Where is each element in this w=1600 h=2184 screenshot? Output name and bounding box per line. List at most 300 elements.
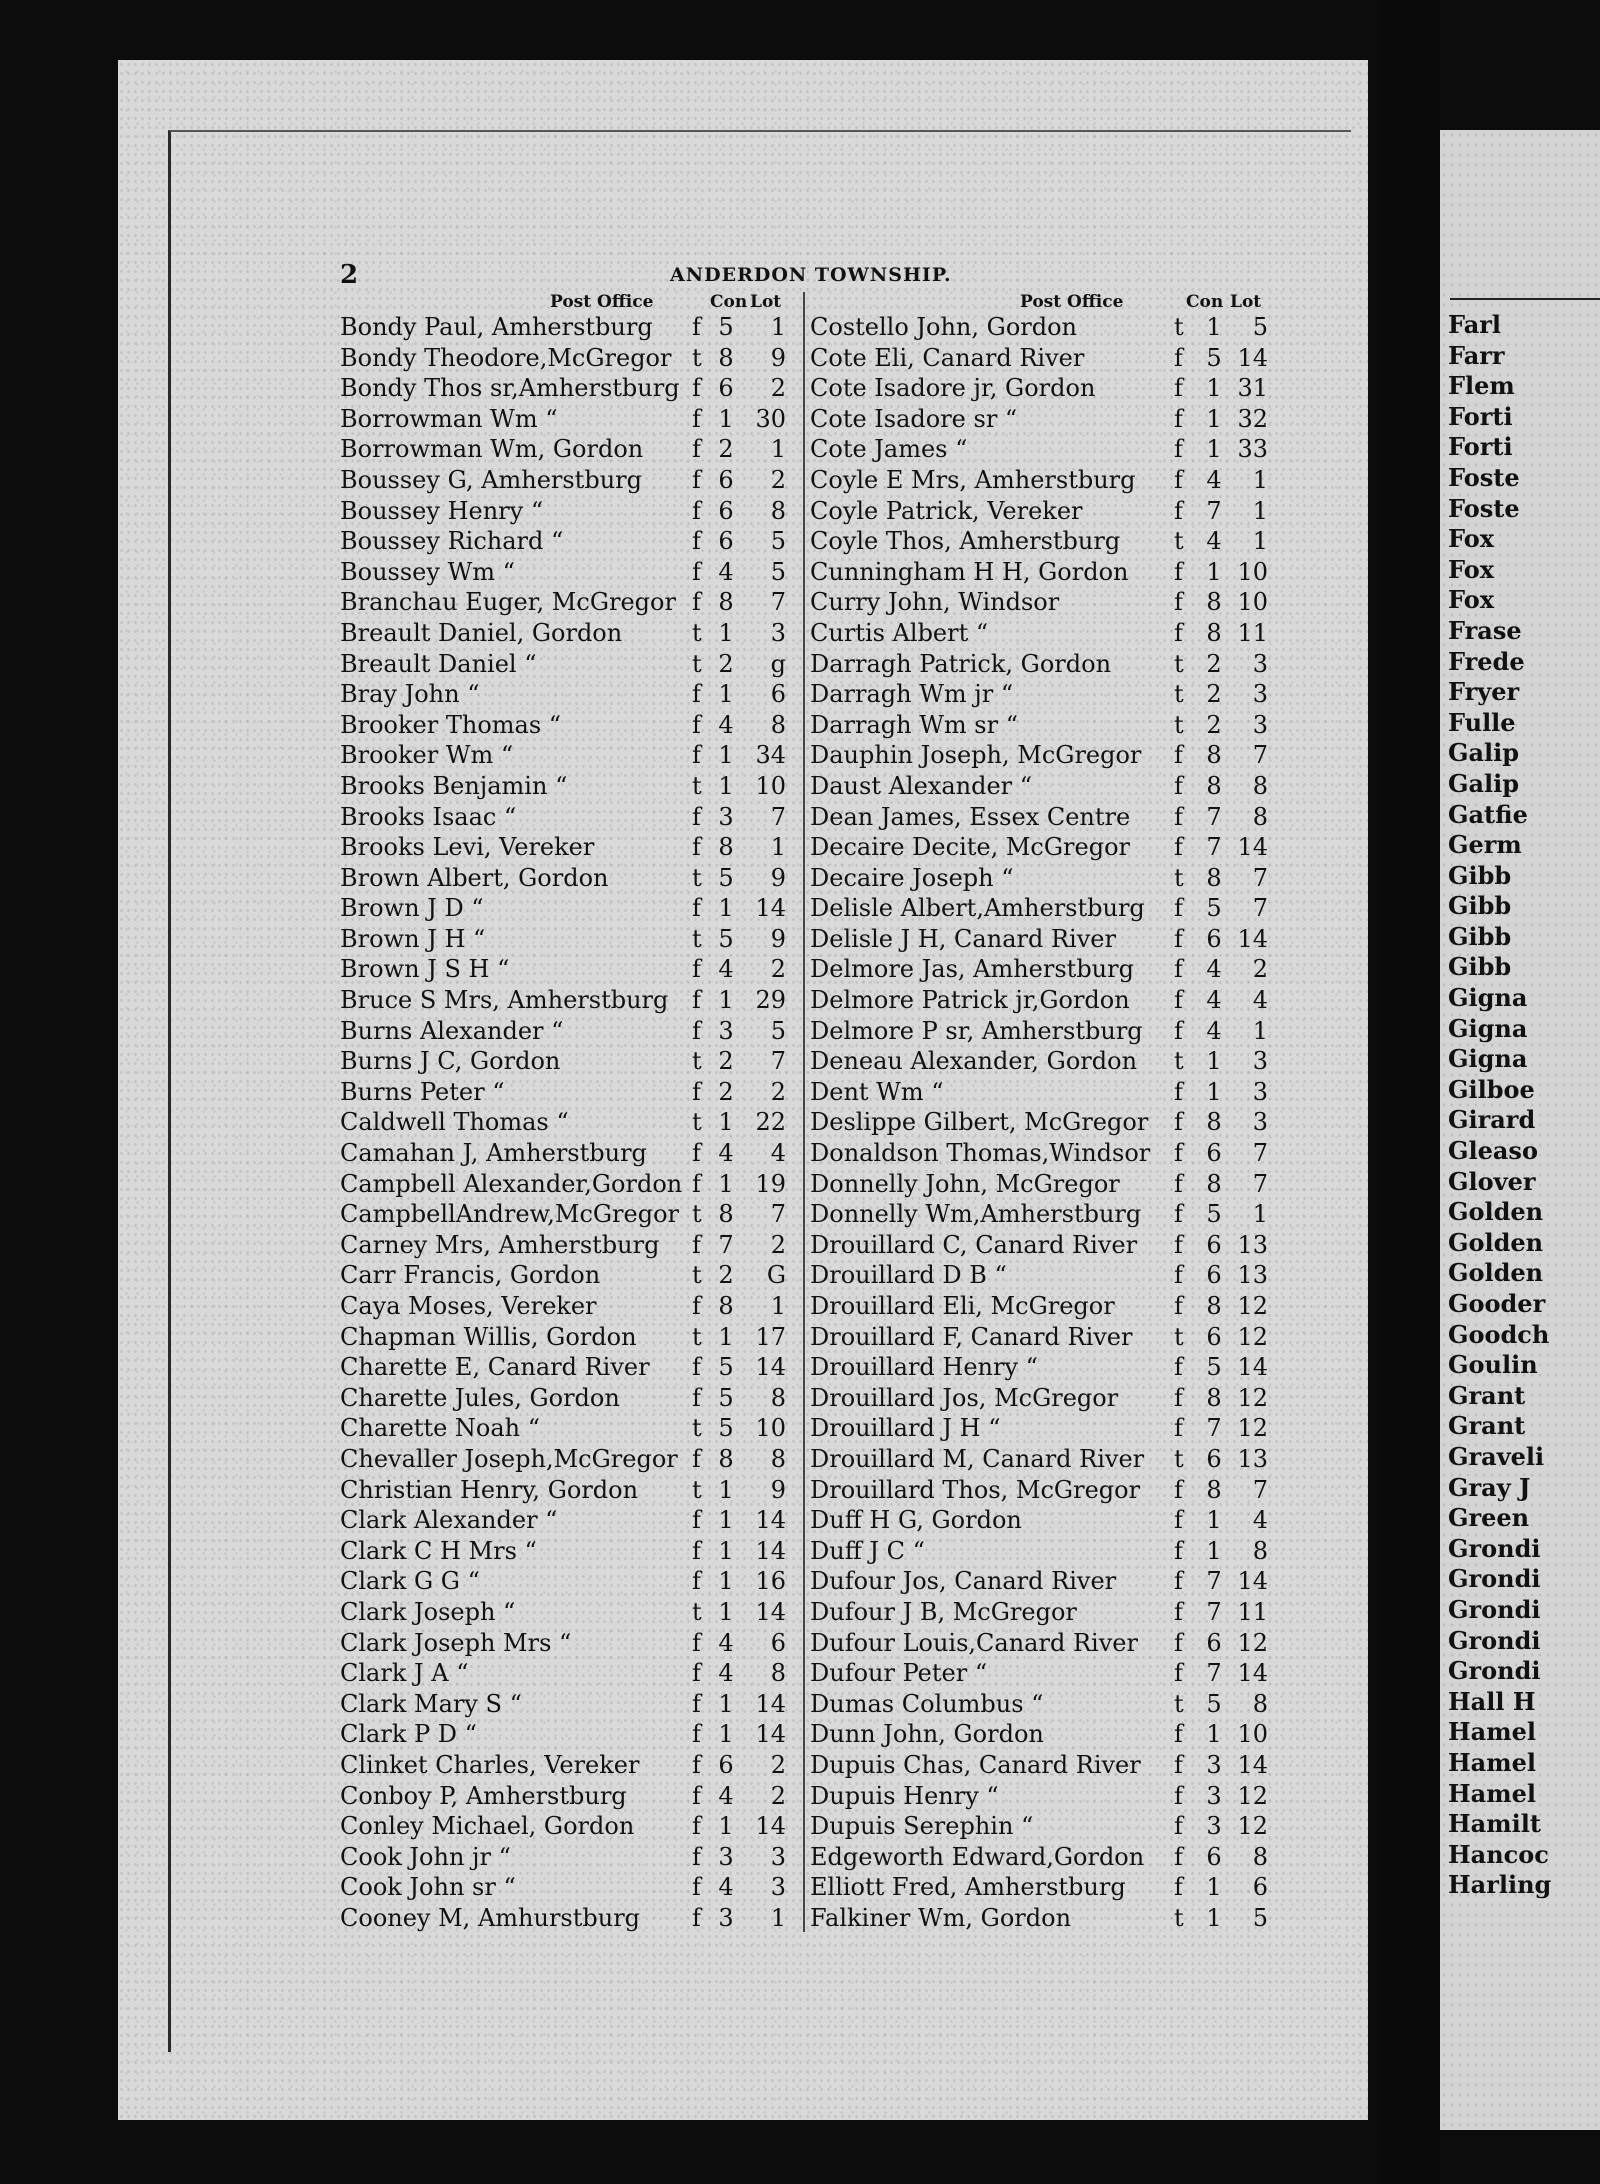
entry-tenure: f <box>1174 1108 1183 1137</box>
directory-entry <box>340 1658 800 1689</box>
entry-tenure: f <box>692 1689 701 1718</box>
entry-con: 1 <box>718 404 734 433</box>
directory-entry <box>340 1566 800 1597</box>
entry-con: 8 <box>718 833 734 862</box>
entry-name: Dufour Peter “ <box>810 1659 988 1688</box>
lot-heading: Lot <box>1230 292 1262 312</box>
directory-entry <box>340 1872 800 1903</box>
directory-entry <box>340 1107 800 1138</box>
directory-entry <box>810 312 1270 343</box>
entry-con: 6 <box>718 465 734 494</box>
directory-entry <box>340 312 800 343</box>
entry-tenure: f <box>1174 1261 1183 1290</box>
entry-con: 5 <box>718 1353 734 1382</box>
entry-name: Bruce S Mrs, Amherstburg <box>340 986 669 1015</box>
entry-con: 3 <box>718 1016 734 1045</box>
entry-name: Drouillard Eli, McGregor <box>810 1292 1115 1320</box>
entry-lot: 8 <box>770 496 786 525</box>
entry-tenure: f <box>1174 833 1183 862</box>
entry-lot: 12 <box>1237 1383 1268 1412</box>
adjacent-page-fragment: Glover <box>1448 1166 1536 1196</box>
entry-con: 4 <box>718 1781 734 1810</box>
entry-con: 1 <box>718 1108 734 1137</box>
entry-lot: 3 <box>770 1873 786 1902</box>
entry-con: 2 <box>718 1047 734 1076</box>
entry-tenure: t <box>692 649 702 678</box>
directory-entry <box>810 1811 1270 1842</box>
entry-lot: 7 <box>1252 1475 1268 1504</box>
entry-con: 6 <box>718 527 734 556</box>
entry-tenure: t <box>692 1108 702 1137</box>
entry-tenure: f <box>692 1077 701 1106</box>
entry-name: Cote Eli, Canard River <box>810 343 1085 372</box>
entry-lot: 12 <box>1237 1812 1268 1841</box>
directory-entry <box>810 526 1270 557</box>
entry-lot: 3 <box>1252 1047 1268 1076</box>
directory-entry <box>340 679 800 710</box>
adjacent-page-rule <box>1450 298 1600 300</box>
directory-entry <box>810 1781 1270 1812</box>
entry-tenure: t <box>1174 1047 1184 1076</box>
directory-entry <box>340 1046 800 1077</box>
adjacent-page-fragment: Golden <box>1448 1197 1544 1227</box>
entry-con: 8 <box>718 1200 734 1229</box>
entry-tenure: t <box>692 924 702 953</box>
entry-name: Delmore P sr, Amherstburg <box>810 1016 1143 1045</box>
entry-tenure: f <box>1174 435 1183 464</box>
entry-name: Curry John, Windsor <box>810 588 1060 617</box>
directory-entry <box>810 1352 1270 1383</box>
entry-con: 2 <box>718 435 734 464</box>
entry-name: Elliott Fred, Amherstburg <box>810 1873 1126 1902</box>
adjacent-page-fragment: Galip <box>1448 738 1520 768</box>
entry-name: Edgeworth Edward,Gordon <box>810 1842 1145 1871</box>
entry-name: Dauphin Joseph, McGregor <box>810 741 1142 770</box>
entry-con: 3 <box>1206 1781 1222 1810</box>
entry-name: Conboy P, Amherstburg <box>340 1781 627 1810</box>
entry-lot: 9 <box>770 863 786 892</box>
entry-lot: 11 <box>1237 618 1268 647</box>
entry-lot: 5 <box>770 527 786 556</box>
directory-entry <box>340 1077 800 1108</box>
entry-name: Donnelly Wm,Amherstburg <box>810 1200 1142 1229</box>
entry-tenure: t <box>1174 710 1184 739</box>
entry-tenure: f <box>1174 1536 1183 1565</box>
entry-con: 4 <box>718 1659 734 1688</box>
adjacent-page-fragment: Grondi <box>1448 1564 1541 1594</box>
entry-lot: 14 <box>1237 833 1268 862</box>
entry-tenure: f <box>692 496 701 525</box>
directory-entry <box>340 1903 800 1934</box>
entry-con: 2 <box>1206 680 1222 709</box>
entry-tenure: f <box>692 1016 701 1045</box>
adjacent-page-fragment: Grondi <box>1448 1625 1541 1655</box>
entry-con: 5 <box>718 863 734 892</box>
entry-lot: 8 <box>770 1383 786 1412</box>
entry-name: Carney Mrs, Amherstburg <box>340 1230 660 1259</box>
entry-lot: 1 <box>770 313 786 341</box>
adjacent-page-fragment: Gatfie <box>1448 799 1528 829</box>
entry-tenure: f <box>1174 618 1183 647</box>
entry-lot: 1 <box>770 833 786 862</box>
entry-lot: 3 <box>1252 649 1268 678</box>
entry-con: 2 <box>718 1077 734 1106</box>
entry-con: 8 <box>718 588 734 617</box>
entry-lot: 3 <box>1252 1077 1268 1106</box>
entry-tenure: f <box>1174 1016 1183 1045</box>
entry-name: Bondy Thos sr,Amherstburg <box>340 374 680 403</box>
entry-name: CampbellAndrew,McGregor <box>340 1200 680 1229</box>
entry-name: Dufour J B, McGregor <box>810 1597 1077 1626</box>
entry-con: 2 <box>1206 649 1222 678</box>
directory-entry <box>810 1169 1270 1200</box>
entry-name: Duff J C “ <box>810 1536 925 1565</box>
entry-con: 6 <box>1206 1322 1222 1351</box>
entry-lot: 7 <box>770 588 786 617</box>
page-number: 2 <box>340 260 359 290</box>
entry-con: 8 <box>1206 1475 1222 1504</box>
entry-con: 8 <box>1206 1108 1222 1137</box>
entry-lot: 7 <box>1252 1139 1268 1168</box>
entry-name: Branchau Euger, McGregor <box>340 588 676 617</box>
adjacent-page-fragment: Goulin <box>1448 1350 1538 1380</box>
entry-name: Deneau Alexander, Gordon <box>810 1047 1138 1076</box>
adjacent-page-fragment: Hamel <box>1448 1747 1537 1777</box>
directory-entry <box>340 1383 800 1414</box>
entry-lot: 10 <box>1237 588 1268 617</box>
entry-name: Brooker Wm “ <box>340 741 514 770</box>
directory-entry <box>810 1658 1270 1689</box>
entry-name: Dent Wm “ <box>810 1077 944 1106</box>
entry-con: 6 <box>718 496 734 525</box>
adjacent-page-fragment: Gibb <box>1448 952 1512 982</box>
entry-tenure: f <box>692 1383 701 1412</box>
entry-con: 6 <box>1206 1444 1222 1473</box>
entry-con: 1 <box>718 894 734 923</box>
entry-lot: 11 <box>1237 1597 1268 1626</box>
entry-name: Boussey Wm “ <box>340 557 515 586</box>
directory-entry <box>810 465 1270 496</box>
entry-con: 8 <box>718 343 734 372</box>
entry-tenure: f <box>1174 986 1183 1015</box>
entry-lot: 29 <box>755 986 786 1015</box>
entry-con: 2 <box>1206 710 1222 739</box>
directory-entry <box>340 1444 800 1475</box>
entry-lot: 10 <box>755 1414 786 1443</box>
entry-con: 1 <box>1206 435 1222 464</box>
entry-tenure: f <box>692 1720 701 1749</box>
directory-entry <box>810 863 1270 894</box>
entry-name: Dumas Columbus “ <box>810 1689 1044 1718</box>
entry-lot: 13 <box>1237 1261 1268 1290</box>
directory-entry <box>340 1628 800 1659</box>
entry-lot: 14 <box>1237 924 1268 953</box>
entry-con: 1 <box>1206 557 1222 586</box>
entry-con: 4 <box>718 1873 734 1902</box>
entry-tenure: f <box>692 833 701 862</box>
adjacent-page-fragment: Golden <box>1448 1227 1544 1257</box>
entry-con: 4 <box>1206 986 1222 1015</box>
entry-name: Drouillard Jos, McGregor <box>810 1383 1119 1412</box>
directory-entry <box>810 1199 1270 1230</box>
entry-name: Brown J S H “ <box>340 955 510 984</box>
entry-tenure: f <box>692 527 701 556</box>
entry-con: 8 <box>718 1292 734 1320</box>
entry-tenure: f <box>692 1444 701 1473</box>
directory-entry <box>810 679 1270 710</box>
entry-con: 1 <box>1206 1903 1222 1932</box>
adjacent-page-strip <box>1440 130 1600 2130</box>
entry-name: Dean James, Essex Centre <box>810 802 1131 831</box>
directory-entry <box>810 1628 1270 1659</box>
entry-con: 8 <box>1206 618 1222 647</box>
entry-tenure: f <box>692 1506 701 1535</box>
entry-lot: 4 <box>770 1139 786 1168</box>
entry-name: Cunningham H H, Gordon <box>810 557 1129 586</box>
entry-tenure: t <box>1174 527 1184 556</box>
entry-con: 5 <box>1206 1200 1222 1229</box>
entry-name: Delmore Patrick jr,Gordon <box>810 986 1130 1015</box>
adjacent-page-fragment: Golden <box>1448 1258 1544 1288</box>
entry-lot: 3 <box>1252 680 1268 709</box>
entry-con: 1 <box>718 741 734 770</box>
entry-con: 7 <box>1206 1659 1222 1688</box>
entry-con: 8 <box>1206 588 1222 617</box>
entry-con: 3 <box>718 1842 734 1871</box>
entry-tenure: f <box>692 710 701 739</box>
adjacent-page-fragment: Hall H <box>1448 1686 1536 1716</box>
entry-name: Dufour Jos, Canard River <box>810 1567 1117 1596</box>
entry-con: 6 <box>718 374 734 403</box>
entry-lot: 17 <box>755 1322 786 1351</box>
entry-name: Clark Joseph “ <box>340 1597 516 1626</box>
entry-tenure: f <box>1174 1506 1183 1535</box>
entry-tenure: t <box>692 1414 702 1443</box>
entry-lot: 7 <box>1252 894 1268 923</box>
entry-con: 1 <box>718 1506 734 1535</box>
binding-gutter <box>1380 0 1440 2184</box>
entry-con: 8 <box>1206 741 1222 770</box>
entry-tenure: f <box>1174 374 1183 403</box>
entry-lot: 8 <box>1252 1842 1268 1871</box>
entry-con: 1 <box>1206 313 1222 341</box>
entry-tenure: f <box>692 680 701 709</box>
entry-lot: 10 <box>755 771 786 800</box>
entry-lot: 6 <box>770 1628 786 1657</box>
adjacent-page-fragment: Hancoc <box>1448 1839 1549 1869</box>
entry-lot: 30 <box>755 404 786 433</box>
entry-lot: 34 <box>755 741 786 770</box>
directory-entry <box>810 985 1270 1016</box>
entry-lot: 1 <box>1252 527 1268 556</box>
entry-name: Coyle Thos, Amherstburg <box>810 527 1121 556</box>
entry-lot: 16 <box>755 1567 786 1596</box>
entry-name: Decaire Joseph “ <box>810 863 1014 892</box>
entry-lot: 8 <box>1252 1689 1268 1718</box>
directory-entry <box>340 1199 800 1230</box>
entry-name: Bondy Paul, Amherstburg <box>340 313 653 341</box>
directory-entry <box>810 1842 1270 1873</box>
entry-name: Carr Francis, Gordon <box>340 1261 601 1290</box>
entry-name: Boussey Henry “ <box>340 496 544 525</box>
directory-entry <box>340 1475 800 1506</box>
entry-tenure: t <box>692 863 702 892</box>
directory-entry <box>340 771 800 802</box>
entry-name: Brown Albert, Gordon <box>340 863 609 892</box>
entry-tenure: f <box>692 1353 701 1382</box>
directory-entry <box>810 954 1270 985</box>
entry-lot: 2 <box>770 955 786 984</box>
entry-name: Darragh Wm sr “ <box>810 710 1018 739</box>
entry-lot: 9 <box>770 343 786 372</box>
adjacent-page-fragment: Foste <box>1448 462 1520 492</box>
entry-tenure: t <box>1174 863 1184 892</box>
entry-tenure: f <box>692 1812 701 1841</box>
directory-entry <box>340 740 800 771</box>
entry-tenure: t <box>1174 649 1184 678</box>
entry-tenure: t <box>692 1047 702 1076</box>
entry-name: Clinket Charles, Vereker <box>340 1750 640 1779</box>
entry-con: 4 <box>1206 465 1222 494</box>
entry-tenure: f <box>1174 1353 1183 1382</box>
entry-con: 5 <box>718 924 734 953</box>
entry-lot: 10 <box>1237 557 1268 586</box>
entry-name: Boussey Richard “ <box>340 527 564 556</box>
adjacent-page-fragment: Grondi <box>1448 1656 1541 1686</box>
entry-name: Clark J A “ <box>340 1659 469 1688</box>
directory-entry <box>810 557 1270 588</box>
entry-name: Cote Isadore sr “ <box>810 404 1018 433</box>
directory-entry <box>810 771 1270 802</box>
entry-lot: 2 <box>770 374 786 403</box>
entry-name: Caldwell Thomas “ <box>340 1108 569 1137</box>
entry-name: Charette E, Canard River <box>340 1353 650 1382</box>
directory-entry <box>810 373 1270 404</box>
entry-con: 6 <box>1206 1628 1222 1657</box>
entry-tenure: f <box>1174 1139 1183 1168</box>
entry-name: Conley Michael, Gordon <box>340 1812 635 1841</box>
directory-entry <box>810 496 1270 527</box>
entry-name: Costello John, Gordon <box>810 313 1078 341</box>
entry-con: 1 <box>718 1567 734 1596</box>
entry-lot: 14 <box>1237 1659 1268 1688</box>
entry-name: Borrowman Wm “ <box>340 404 558 433</box>
entry-tenure: f <box>692 1536 701 1565</box>
entry-tenure: f <box>1174 557 1183 586</box>
entry-lot: 1 <box>1252 496 1268 525</box>
entry-tenure: f <box>1174 1475 1183 1504</box>
entry-tenure: t <box>1174 1322 1184 1351</box>
entry-tenure: t <box>692 343 702 372</box>
adjacent-page-fragment: Hamel <box>1448 1717 1537 1747</box>
adjacent-page-fragment: Grant <box>1448 1411 1526 1441</box>
entry-tenure: f <box>1174 1781 1183 1810</box>
adjacent-page-fragment: Grant <box>1448 1380 1526 1410</box>
directory-entry <box>810 893 1270 924</box>
entry-con: 5 <box>1206 1689 1222 1718</box>
directory-entry <box>810 740 1270 771</box>
entry-lot: 12 <box>1237 1781 1268 1810</box>
entry-con: 7 <box>718 1230 734 1259</box>
entry-lot: 13 <box>1237 1444 1268 1473</box>
directory-entry <box>340 496 800 527</box>
directory-entry <box>810 1750 1270 1781</box>
adjacent-page-fragment: Graveli <box>1448 1441 1545 1471</box>
entry-lot: 6 <box>1252 1873 1268 1902</box>
entry-tenure: t <box>1174 1903 1184 1932</box>
entry-lot: 9 <box>770 924 786 953</box>
entry-lot: 10 <box>1237 1720 1268 1749</box>
adjacent-page-fragment: Frase <box>1448 615 1522 645</box>
directory-entry <box>810 1903 1270 1934</box>
entry-lot: 14 <box>755 1720 786 1749</box>
directory-entry <box>340 526 800 557</box>
entry-lot: 7 <box>1252 863 1268 892</box>
entry-con: 6 <box>1206 924 1222 953</box>
entry-name: Delisle Albert,Amherstburg <box>810 894 1145 923</box>
entry-name: Brooks Benjamin “ <box>340 771 568 800</box>
adjacent-page-fragment: Gibb <box>1448 860 1512 890</box>
entry-con: 1 <box>1206 1536 1222 1565</box>
entry-lot: 12 <box>1237 1414 1268 1443</box>
left-entries <box>340 312 800 1933</box>
entry-con: 1 <box>1206 1047 1222 1076</box>
entry-tenure: f <box>692 313 701 341</box>
adjacent-page-fragment: Farl <box>1448 310 1502 339</box>
entry-tenure: f <box>1174 1842 1183 1871</box>
directory-entry <box>810 434 1270 465</box>
entry-name: Brooks Levi, Vereker <box>340 833 595 862</box>
entry-lot: 14 <box>1237 1567 1268 1596</box>
entry-con: 1 <box>1206 1873 1222 1902</box>
entry-name: Burns Alexander “ <box>340 1016 564 1045</box>
entry-lot: 14 <box>1237 1353 1268 1382</box>
adjacent-page-fragment: Gleaso <box>1448 1136 1538 1166</box>
entry-tenure: f <box>692 588 701 617</box>
entry-tenure: f <box>1174 1077 1183 1106</box>
entry-tenure: t <box>1174 1444 1184 1473</box>
entry-tenure: f <box>1174 465 1183 494</box>
entry-name: Drouillard C, Canard River <box>810 1230 1138 1259</box>
directory-entry <box>340 1230 800 1261</box>
directory-entry <box>340 863 800 894</box>
entry-tenure: f <box>1174 1597 1183 1626</box>
entry-name: Drouillard F, Canard River <box>810 1322 1133 1351</box>
directory-entry <box>340 1719 800 1750</box>
entry-name: Burns Peter “ <box>340 1077 505 1106</box>
directory-entry <box>810 710 1270 741</box>
entry-name: Drouillard Henry “ <box>810 1353 1038 1382</box>
entry-con: 6 <box>718 1750 734 1779</box>
entry-con: 7 <box>1206 833 1222 862</box>
entry-name: Clark C H Mrs “ <box>340 1536 537 1565</box>
entry-con: 4 <box>1206 527 1222 556</box>
directory-entry <box>810 1719 1270 1750</box>
entry-con: 1 <box>718 1475 734 1504</box>
directory-entry <box>810 1138 1270 1169</box>
directory-entry <box>340 1413 800 1444</box>
entry-tenure: f <box>1174 802 1183 831</box>
adjacent-page-fragment: Gray J <box>1448 1472 1531 1502</box>
entry-name: Boussey G, Amherstburg <box>340 465 642 494</box>
entry-tenure: t <box>1174 680 1184 709</box>
entry-name: Daust Alexander “ <box>810 771 1033 800</box>
entry-tenure: f <box>692 557 701 586</box>
page-header <box>340 262 1260 288</box>
entry-con: 8 <box>1206 1383 1222 1412</box>
entry-tenure: f <box>1174 588 1183 617</box>
entry-con: 1 <box>718 1812 734 1841</box>
